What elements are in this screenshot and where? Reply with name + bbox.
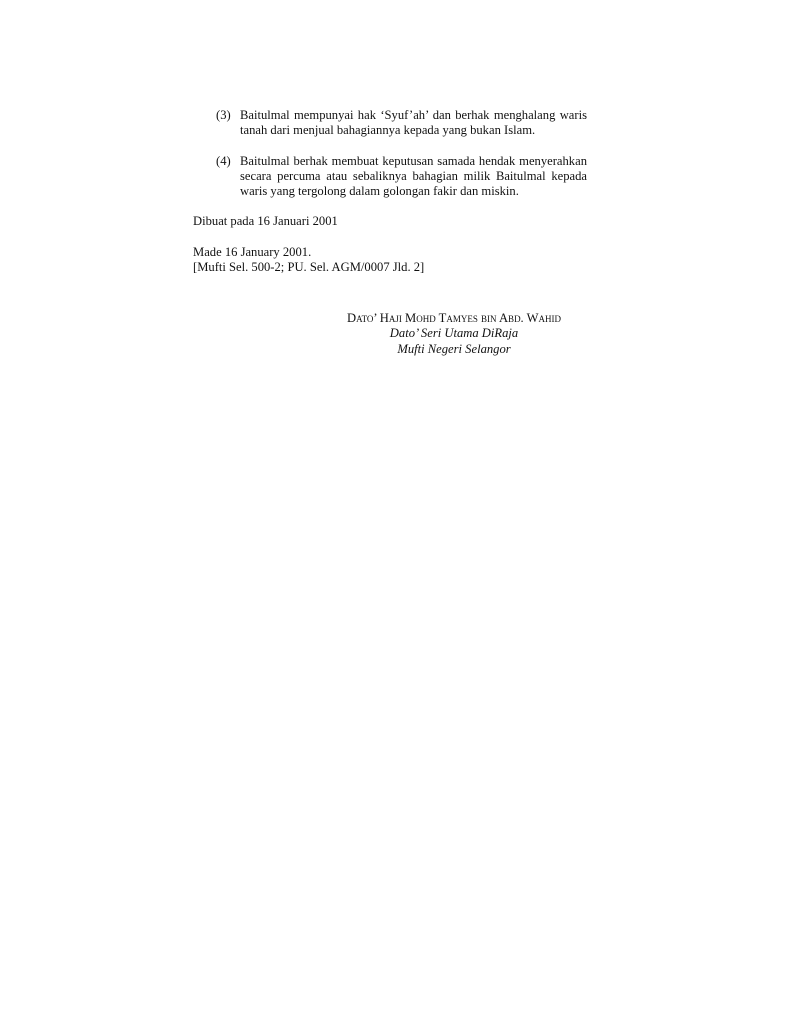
clause-3 bbox=[193, 108, 587, 139]
made-date-english: Made 16 January 2001. bbox=[193, 244, 312, 259]
signatory-position: Mufti Negeri Selangor bbox=[397, 341, 511, 356]
made-block bbox=[193, 245, 587, 276]
signatory-name: Dato’ Haji Mohd Tamyes bin Abd. Wahid bbox=[346, 311, 562, 325]
clause-text: Baitulmal mempunyai hak ‘Syuf’ah’ dan berhak menghalang waris tanah dari menjual bahagiannya kepada yang bukan Islam. bbox=[240, 108, 587, 138]
document-body bbox=[193, 108, 587, 275]
reference-number: [Mufti Sel. 500-2; PU. Sel. AGM/0007 Jld. 2] bbox=[193, 260, 425, 275]
clause-number: (3) bbox=[216, 108, 231, 122]
signature-block bbox=[345, 311, 563, 357]
made-date-malay: Dibuat pada 16 Januari 2001 bbox=[193, 214, 338, 229]
clause-text: Baitulmal berhak membuat keputusan samada hendak menyerahkan secara percuma atau sebaliknya bahagian milik Baitulmal kepada waris yang tergolong dalam golongan fakir dan miskin. bbox=[240, 153, 587, 199]
clause-number: (4) bbox=[216, 153, 231, 168]
signatory-title: Dato’ Seri Utama DiRaja bbox=[389, 326, 519, 341]
clause-4 bbox=[193, 154, 587, 200]
